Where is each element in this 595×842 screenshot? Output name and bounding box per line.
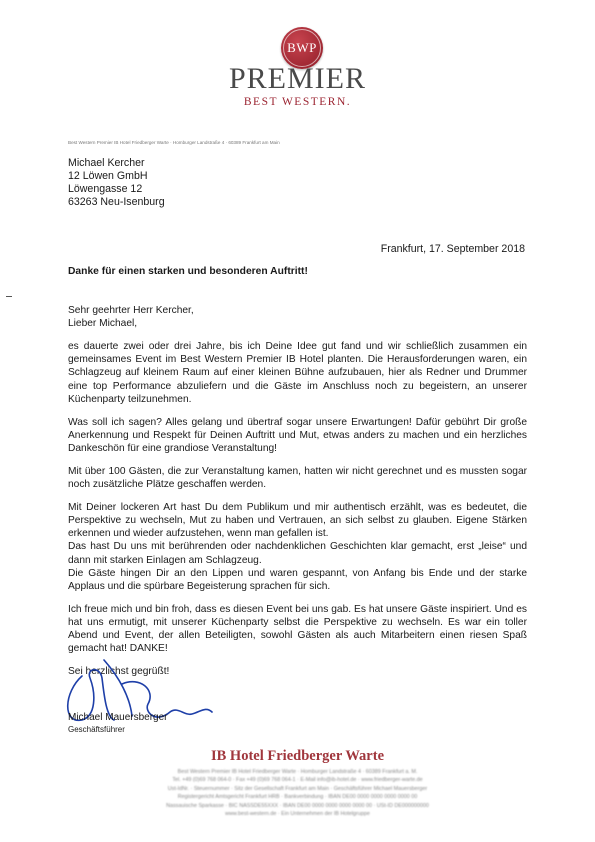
sender-return-address: Best Western Premier IB Hotel Friedberger Warte · Homburger Landstraße 4 · 60389 Frankfurt am Main bbox=[68, 140, 280, 145]
recipient-address bbox=[68, 157, 165, 209]
paragraph-5: Ich freue mich und bin froh, dass es diesen Event bei uns gab. Es hat unsere Gäste inspiriert. Und es hat uns ermutigt, mit unserer Küchenparty selbst die Perspektive zu wechseln. Es war ein toller Abend und Event, der allen Beteiligten, sowohl Gästen als auch Mitarbeitern einen riesen Spaß gemacht hat! DANKE! bbox=[68, 603, 527, 655]
footer-line: Ust-IdNr. · Steuernummer · Sitz der Gesellschaft Frankfurt am Main · Geschäftsführer Michael Mauersberger bbox=[167, 785, 428, 792]
paragraph-4c: Die Gäste hingen Dir an den Lippen und waren gespannt, von Anfang bis Ende und der starke Applaus und die spürbare Begeisterung sprachen für sich. bbox=[68, 567, 527, 593]
paragraph-1: es dauerte zwei oder drei Jahre, bis ich Deine Idee gut fand und wir schließlich zusammen ein gemeinsames Event im Best Western Premier IB Hotel planten. Die Herausforderungen waren, ein Schlagzeug auf kleinem Raum auf einer kleinen Bühne aufzubauen, hier als Redner und Drummer eine top Performance abzuliefern und die Gäste im Anschluss noch zu begeistern, an unserer Küchenparty teilzunehmen. bbox=[68, 341, 527, 405]
footer-line: www.best-western.de · Ein Unternehmen der IB Hotelgruppe bbox=[225, 811, 370, 818]
footer-hotel-name: IB Hotel Friedberger Warte bbox=[210, 748, 385, 764]
letter-body bbox=[68, 304, 527, 688]
fold-mark bbox=[6, 296, 12, 297]
recipient-company: 12 Löwen GmbH bbox=[68, 170, 148, 182]
letter-date: Frankfurt, 17. September 2018 bbox=[380, 243, 525, 255]
paragraph-4a: Mit Deiner lockeren Art hast Du dem Publikum und mir authentisch erzählt, was es bedeutet, die Perspektive zu wechseln, Mut zu haben und Vertrauen, an sich selbst zu glauben. Eigene Stärken erkennen und wieder aufzustehen, wenn man gefallen ist. bbox=[68, 501, 527, 540]
paragraph-2: Was soll ich sagen? Alles gelang und übertraf sogar unsere Erwartungen! Dafür gebührt Dir große Anerkennung und Respekt für Deinen Auftritt und Mut, etwas anders zu machen und ein herzliches Dankeschön für eine grandiose Veranstaltung! bbox=[68, 416, 527, 455]
brand-best-western-text: BEST WESTERN. bbox=[243, 96, 352, 108]
salutation-line-1: Sehr geehrter Herr Kercher, bbox=[68, 305, 194, 316]
footer-line: Nassauische Sparkasse · BIC NASSDE55XXX · IBAN DE00 0000 0000 0000 0000 00 · USt-ID DE000000000 bbox=[166, 802, 429, 809]
recipient-street: Löwengasse 12 bbox=[68, 183, 143, 195]
paragraph-3: Mit über 100 Gästen, die zur Veranstaltung kamen, hatten wir nicht gerechnet und es mussten sogar noch zusätzliche Plätze geschaffen werden. bbox=[68, 465, 527, 491]
brand-premier-text: PREMIER bbox=[228, 62, 367, 95]
closing-line: Sei herzlichst gegrüßt! bbox=[68, 666, 170, 678]
signatory-name: Michael Mauersberger bbox=[68, 712, 168, 723]
recipient-city: 63263 Neu-Isenburg bbox=[68, 196, 165, 208]
footer-line: Tel. +49 (0)69 768 064-0 · Fax +49 (0)69 768 064-1 · E-Mail info@ib-hotel.de · www.friedberger-warte.de bbox=[172, 777, 423, 784]
bwp-logo-text: BWP bbox=[283, 29, 321, 67]
recipient-name: Michael Kercher bbox=[68, 157, 145, 169]
signatory-title: Geschäftsführer bbox=[68, 725, 125, 734]
footer-contact-block bbox=[0, 768, 595, 818]
salutation-line-2: Lieber Michael, bbox=[68, 318, 138, 330]
paragraph-4b: Das hast Du uns mit berührenden oder nachdenklichen Geschichten klar gemacht, erst „leise“ und dann mit starken Einlagen am Schlagzeug. bbox=[68, 541, 527, 566]
footer-line: Best Western Premier IB Hotel Friedberger Warte · Homburger Landstraße 4 · 60389 Frankfurt a. M. bbox=[177, 769, 418, 775]
letter-subject: Danke für einen starken und besonderen Auftritt! bbox=[68, 266, 308, 277]
footer-line: Registergericht Amtsgericht Frankfurt HRB · Bankverbindung · IBAN DE00 0000 0000 0000 0000 00 bbox=[177, 794, 418, 801]
